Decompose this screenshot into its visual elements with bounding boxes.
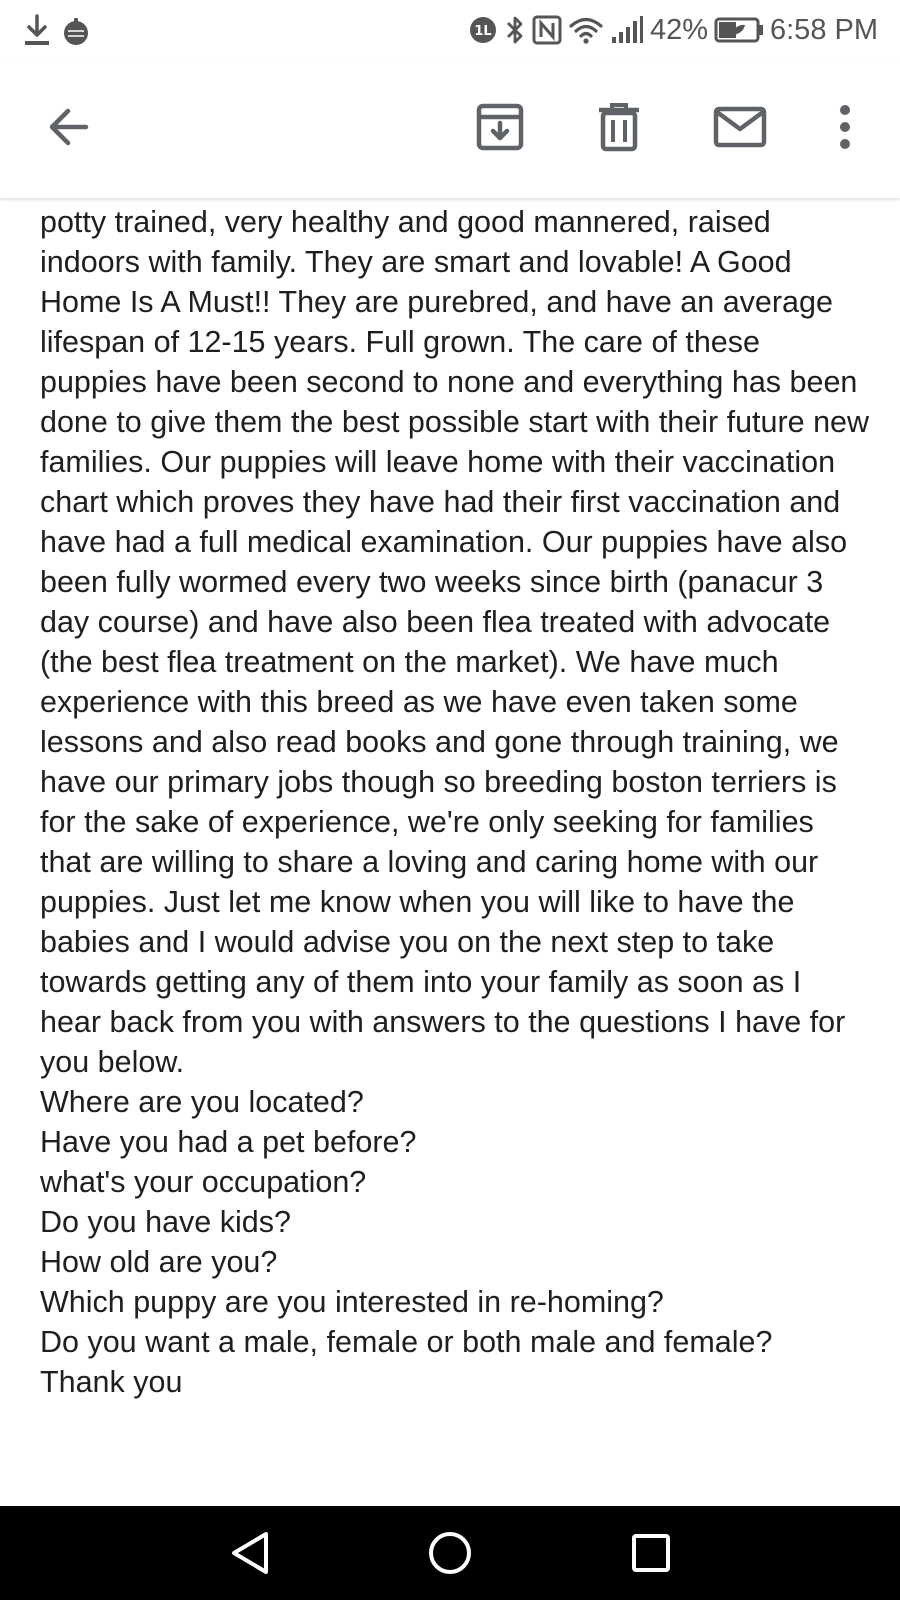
- nav-home-button[interactable]: [424, 1527, 476, 1579]
- archive-icon: [475, 102, 525, 152]
- volte-icon: [468, 15, 498, 45]
- delete-icon: [597, 102, 641, 152]
- navigation-bar: [0, 1506, 900, 1600]
- delete-button[interactable]: [587, 95, 651, 159]
- nav-back-icon: [228, 1529, 272, 1577]
- back-arrow-icon: [44, 103, 92, 151]
- app-bar: [0, 62, 900, 198]
- nav-home-icon: [426, 1529, 474, 1577]
- status-left-icons: [22, 14, 92, 48]
- more-vert-icon: [837, 104, 853, 150]
- svg-text:1L: 1L: [474, 24, 492, 39]
- wifi-icon: [568, 15, 604, 45]
- back-button[interactable]: [36, 95, 100, 159]
- message-text: potty trained, very healthy and good mannered, raised indoors with family. They are smart and lovable! A Good Home Is A Must!! They are purebred, and have an average lifespan of 12-15 years. Full grown. The care of these puppies have been second to none and everything has been done to give them the best possible start with their future new families. Our puppies will leave home with their vaccination chart which proves they have had their first vaccination and have had a full medical examination. Our puppies have also been fully wormed every two weeks since birth (panacur 3 day course) and have also been flea treated with advocate (the best flea treatment on the market). We have much experience with this breed as we have even taken some lessons and also read books and gone through training, we have our primary jobs though so breeding boston terriers is for the sake of experience, we're only seeking for families that are willing to share a loving and caring home with our puppies. Just let me know when you will like to have the babies and I would advise you on the next step to take towards getting any of them into your family as soon as I hear back from you with answers to the questions I have for you below. Where are you located? Have you had a pet before? what's your occupation? Do you have kids? How old are you? Which puppy are you interested in re-homing? Do you want a male, female or both male and female? Thank you: [40, 205, 870, 1399]
- nav-recents-button[interactable]: [625, 1527, 677, 1579]
- status-bar: [0, 0, 900, 62]
- battery-icon: [714, 16, 764, 44]
- signal-icon: [610, 15, 644, 45]
- nfc-icon: [532, 15, 562, 45]
- mark-unread-button[interactable]: [708, 95, 772, 159]
- bluetooth-icon: [504, 14, 526, 46]
- battery-percent: 42%: [649, 14, 708, 46]
- nav-back-button[interactable]: [224, 1527, 276, 1579]
- archive-button[interactable]: [468, 95, 532, 159]
- nav-recents-icon: [629, 1531, 673, 1575]
- more-options-button[interactable]: [813, 95, 877, 159]
- mark-unread-icon: [713, 106, 767, 148]
- download-icon: [22, 14, 52, 48]
- status-right-icons: [468, 12, 878, 48]
- app-notification-icon: [60, 15, 92, 47]
- status-time: 6:58 PM: [770, 14, 878, 46]
- message-body: [40, 198, 870, 1508]
